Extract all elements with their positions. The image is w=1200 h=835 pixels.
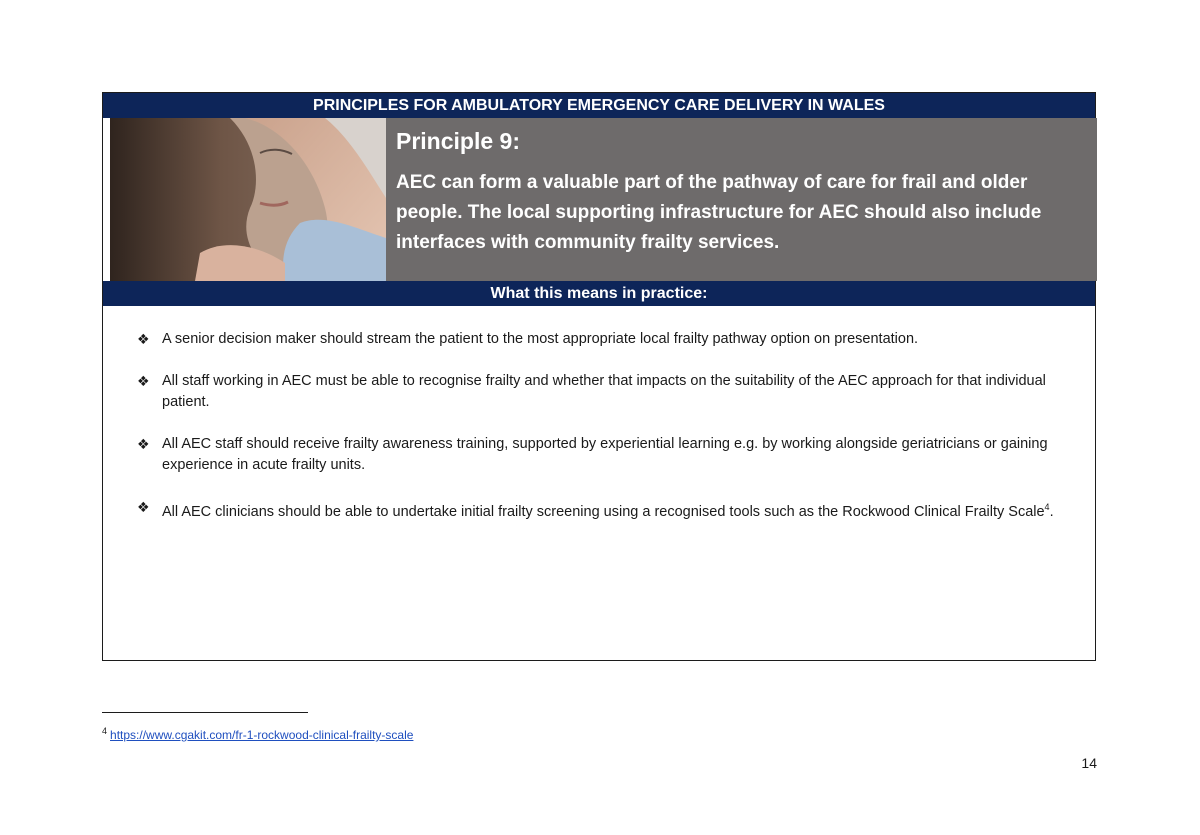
footnote-link[interactable]: https://www.cgakit.com/fr-1-rockwood-clinical-frailty-scale: [110, 728, 414, 742]
elderly-woman-illustration: [110, 118, 386, 281]
elderly-woman-photo: [110, 118, 386, 281]
principle-title: Principle 9:: [396, 128, 520, 154]
bullet-text: All AEC clinicians should be able to undertake initial frailty screening using a recognised tools such as the Rockwood Clinical Frailty Scale: [162, 503, 1045, 520]
footnote-divider: [102, 712, 308, 713]
list-item: [137, 497, 1072, 523]
hero-section: [103, 118, 1095, 281]
principle-panel: [386, 118, 1097, 281]
diamond-bullet-icon: ❖: [137, 373, 150, 389]
principle-box: [102, 92, 1096, 661]
bullet-end: .: [1049, 503, 1054, 520]
footnote-number: 4: [102, 726, 108, 736]
bullet-text: A senior decision maker should stream the patient to the most appropriate local frailty pathway option on presentation.: [162, 331, 919, 347]
principle-text: AEC can form a valuable part of the pathway of care for frail and older people. The local supporting infrastructure for AEC should also include interfaces with community frailty services.: [396, 172, 1042, 253]
diamond-bullet-icon: ❖: [137, 499, 150, 515]
list-item: [137, 329, 1072, 350]
bullet-text: All AEC staff should receive frailty awareness training, supported by experiential learning e.g. by working alongside geriatricians or gaining experience in acute frailty units.: [162, 436, 1048, 473]
practice-bullet-list: [137, 329, 1072, 544]
list-item: [137, 371, 1072, 413]
bullet-text: All staff working in AEC must be able to recognise frailty and whether that impacts on the suitability of the AEC approach for that individual patient.: [162, 373, 1046, 410]
footnote-reference: 4: [1044, 502, 1050, 512]
banner-title: PRINCIPLES FOR AMBULATORY EMERGENCY CARE DELIVERY IN WALES: [103, 93, 1095, 118]
practice-heading: What this means in practice:: [103, 281, 1095, 306]
footnote: [102, 723, 413, 743]
diamond-bullet-icon: ❖: [137, 331, 150, 347]
diamond-bullet-icon: ❖: [137, 436, 150, 452]
list-item: [137, 434, 1072, 476]
page-number: 14: [1081, 755, 1097, 771]
